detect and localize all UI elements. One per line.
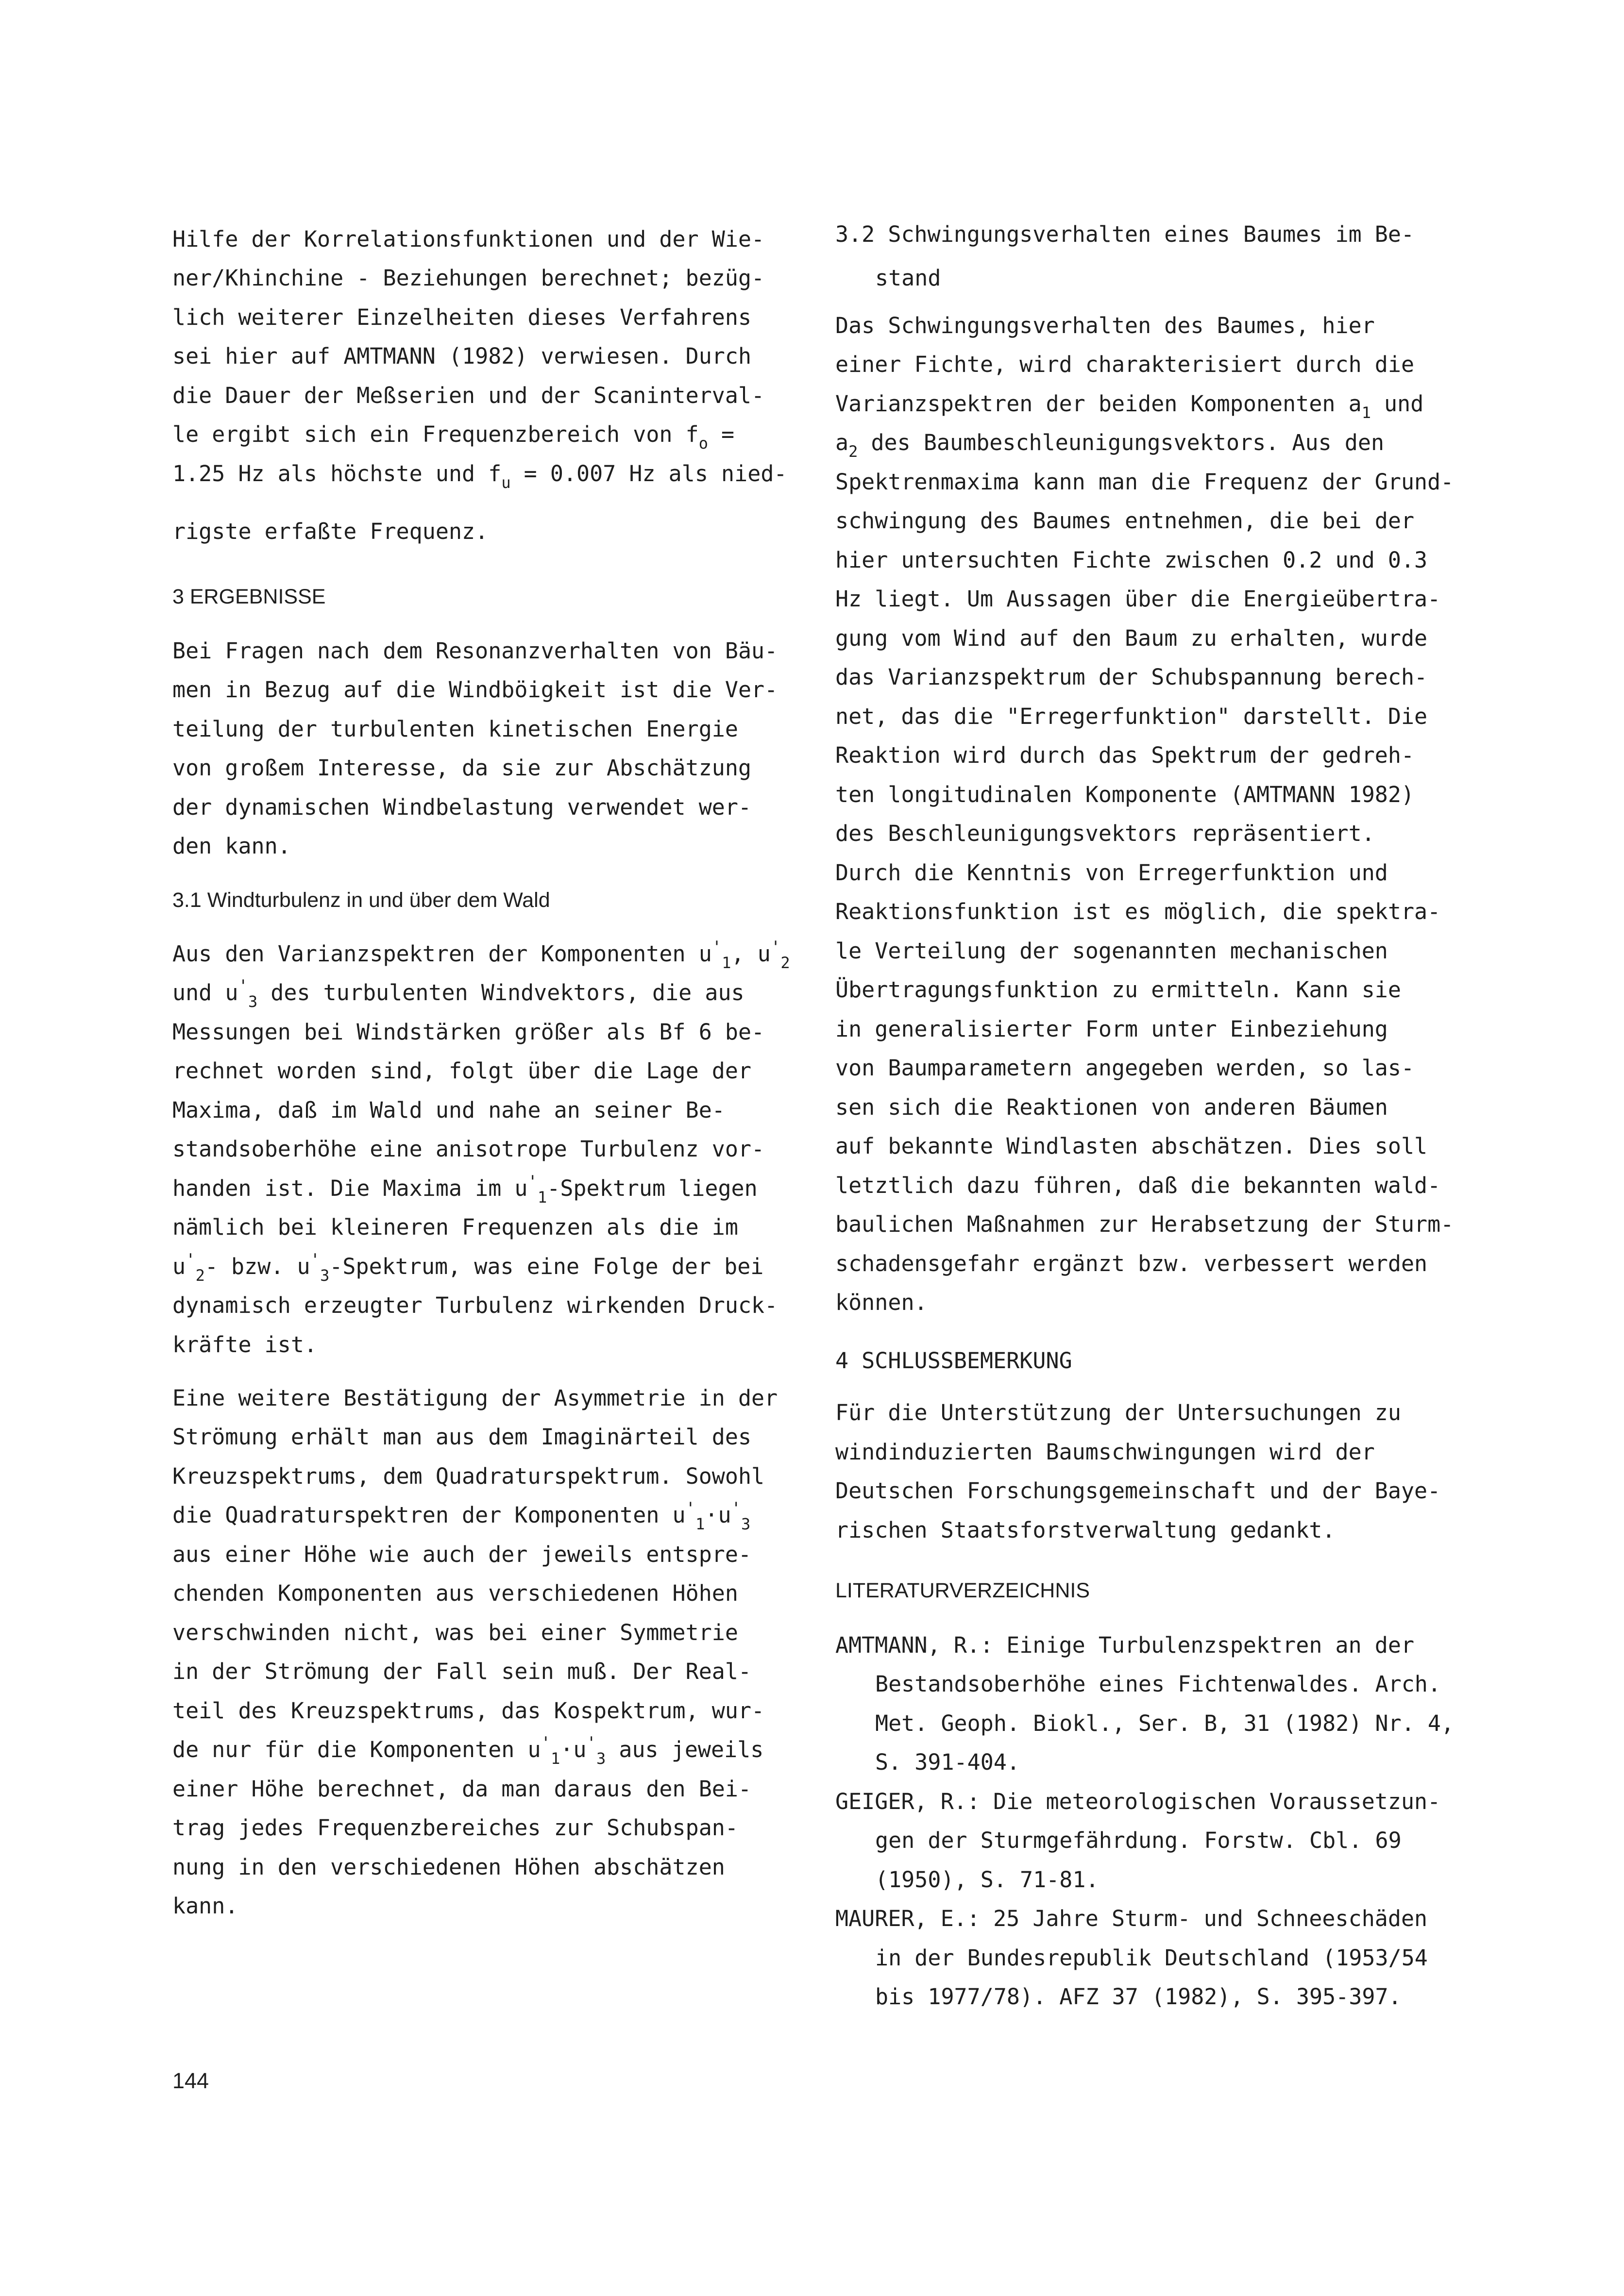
section-heading: 3.2 Schwingungsverhalten eines Baumes im Be- <box>835 221 1415 247</box>
text-line: können. <box>835 1290 928 1315</box>
text-line: des Beschleunigungsvektors repräsentiert. <box>835 821 1375 846</box>
text-line: net, das die "Erregerfunktion" darstellt. Die <box>835 704 1428 729</box>
text-line: nämlich bei kleineren Frequenzen als die im <box>172 1214 738 1240</box>
text-line: auf bekannte Windlasten abschätzen. Dies soll <box>835 1133 1428 1159</box>
text-line: aus einer Höhe wie auch der jeweils entspre- <box>172 1542 752 1567</box>
text-line: standsoberhöhe eine anisotrope Turbulenz vor- <box>172 1136 765 1162</box>
text-line: Varianzspektren der beiden Komponenten $a_1$ und <box>835 391 1424 422</box>
text-line: Deutschen Forschungsgemeinschaft und der Baye- <box>835 1478 1441 1504</box>
text-line: die Quadraturspektren der Komponenten $u'_1\cdot u'_3$ <box>172 1499 751 1533</box>
text-line: Spektrenmaxima kann man die Frequenz der Grund- <box>835 469 1454 495</box>
text-line: in generalisierter Form unter Einbeziehung <box>835 1016 1388 1042</box>
text-line: von Baumparametern angegeben werden, so las- <box>835 1055 1415 1081</box>
text-line: rischen Staatsforstverwaltung gedankt. <box>835 1517 1336 1543</box>
text-line: ten longitudinalen Komponente (AMTMANN 1982) <box>835 782 1415 807</box>
text-line: schwingung des Baumes entnehmen, die bei der <box>835 508 1415 534</box>
text-line: Aus den Varianzspektren der Komponenten $u'_1$, $u'_2$ <box>172 938 790 972</box>
text-line: baulichen Maßnahmen zur Herabsetzung der Sturm- <box>835 1211 1454 1237</box>
text-line: nung in den verschiedenen Höhen abschätzen <box>172 1854 725 1880</box>
page-number: 144 <box>172 2068 209 2093</box>
text-line: Das Schwingungsverhalten des Baumes, hier <box>835 313 1375 338</box>
text-line: von großem Interesse, da sie zur Abschätzung <box>172 755 752 781</box>
reference-line: AMTMANN, R.: Einige Turbulenzspektren an der <box>835 1632 1415 1658</box>
text-line: de nur für die Komponenten $u'_1\cdot u'_3$ aus jeweils <box>172 1733 764 1768</box>
text-line: kräfte ist. <box>172 1332 318 1357</box>
text-line: Hz liegt. Um Aussagen über die Energieübertra- <box>835 586 1441 612</box>
text-line: le ergibt sich ein Frequenzbereich von $f_o$ = <box>172 421 735 452</box>
section-heading: 4 SCHLUSSBEMERKUNG <box>835 1348 1072 1374</box>
reference-line: gen der Sturmgefährdung. Forstw. Cbl. 69 <box>875 1827 1402 1853</box>
text-line: hier untersuchten Fichte zwischen 0.2 und 0.3 <box>835 547 1428 573</box>
text-line: in der Strömung der Fall sein muß. Der Real- <box>172 1659 752 1684</box>
text-line: Bei Fragen nach dem Resonanzverhalten von Bäu- <box>172 638 778 664</box>
reference-line: S. 391-404. <box>875 1749 1020 1775</box>
text-line: Reaktionsfunktion ist es möglich, die spektra- <box>835 899 1441 924</box>
text-line: Maxima, daß im Wald und nahe an seiner Be- <box>172 1097 725 1123</box>
text-line: Übertragungsfunktion zu ermitteln. Kann sie <box>835 977 1401 1003</box>
text-line: den kann. <box>172 833 291 859</box>
text-line: men in Bezug auf die Windböigkeit ist die Ver- <box>172 677 778 703</box>
text-line: gung vom Wind auf den Baum zu erhalten, wurde <box>835 625 1428 651</box>
text-line: Für die Unterstützung der Untersuchungen zu <box>835 1400 1401 1425</box>
text-line: teilung der turbulenten kinetischen Energie <box>172 716 738 742</box>
reference-line: MAURER, E.: 25 Jahre Sturm- und Schneeschäden <box>835 1906 1428 1931</box>
text-line: einer Höhe berechnet, da man daraus den Bei- <box>172 1776 752 1802</box>
reference-line: Bestandsoberhöhe eines Fichtenwaldes. Arch. <box>875 1671 1441 1697</box>
text-line: Hilfe der Korrelationsfunktionen und der Wie- <box>172 226 765 252</box>
text-line: $a_2$ des Baumbeschleunigungsvektors. Aus den <box>835 430 1385 461</box>
text-line: dynamisch erzeugter Turbulenz wirkenden Druck- <box>172 1292 778 1318</box>
text-line: handen ist. Die Maxima im $u'_1$-Spektrum liegen <box>172 1172 758 1207</box>
text-line: le Verteilung der sogenannten mechanischen <box>835 938 1388 964</box>
section-heading: 3.1 Windturbulenz in und über dem Wald <box>172 888 550 912</box>
text-line: Messungen bei Windstärken größer als Bf 6 be- <box>172 1019 765 1045</box>
text-line: windinduzierten Baumschwingungen wird der <box>835 1439 1375 1465</box>
section-heading: 3 ERGEBNISSE <box>172 585 326 608</box>
text-line: Kreuzspektrums, dem Quadraturspektrum. Sowohl <box>172 1463 765 1489</box>
text-line: rechnet worden sind, folgt über die Lage der <box>172 1058 752 1084</box>
text-line: Durch die Kenntnis von Erregerfunktion und <box>835 860 1388 886</box>
text-line: sen sich die Reaktionen von anderen Bäumen <box>835 1094 1388 1120</box>
text-line: schadensgefahr ergänzt bzw. verbessert werden <box>835 1251 1428 1276</box>
text-line: sei hier auf AMTMANN (1982) verwiesen. Durch <box>172 343 752 369</box>
text-line: rigste erfaßte Frequenz. <box>172 519 489 544</box>
reference-line: Met. Geoph. Biokl., Ser. B, 31 (1982) Nr. 4, <box>875 1710 1455 1736</box>
text-line: trag jedes Frequenzbereiches zur Schubspan- <box>172 1815 738 1841</box>
text-line: die Dauer der Meßserien und der Scaninterval- <box>172 383 765 408</box>
text-line: verschwinden nicht, was bei einer Symmetrie <box>172 1620 738 1645</box>
text-line: einer Fichte, wird charakterisiert durch die <box>835 352 1415 377</box>
text-line: der dynamischen Windbelastung verwendet wer- <box>172 794 752 820</box>
section-heading: LITERATURVERZEICHNIS <box>835 1579 1090 1602</box>
text-line: und $u'_3$ des turbulenten Windvektors, die aus <box>172 976 744 1011</box>
text-line: Reaktion wird durch das Spektrum der gedreh- <box>835 742 1415 768</box>
text-line: Strömung erhält man aus dem Imaginärteil des <box>172 1424 752 1450</box>
text-line: letztlich dazu führen, daß die bekannten wald- <box>835 1173 1441 1198</box>
text-line: lich weiterer Einzelheiten dieses Verfahrens <box>172 304 752 330</box>
text-line: 1.25 Hz als höchste und $f_u = 0.007$ Hz als nied- <box>172 461 787 492</box>
text-line: chenden Komponenten aus verschiedenen Höhen <box>172 1580 738 1606</box>
reference-line: in der Bundesrepublik Deutschland (1953/54 <box>875 1945 1428 1971</box>
text-line: $u'_2-$ bzw. $u'_3$-Spektrum, was eine Folge der bei <box>172 1250 764 1285</box>
text-line: Eine weitere Bestätigung der Asymmetrie in der <box>172 1385 778 1411</box>
text-line: teil des Kreuzspektrums, das Kospektrum, wur- <box>172 1698 765 1724</box>
text-line: das Varianzspektrum der Schubspannung berech- <box>835 664 1428 690</box>
section-heading: stand <box>875 265 941 291</box>
reference-line: GEIGER, R.: Die meteorologischen Voraussetzun- <box>835 1789 1441 1814</box>
reference-line: bis 1977/78). AFZ 37 (1982), S. 395-397. <box>875 1984 1402 2010</box>
text-line: kann. <box>172 1893 238 1919</box>
reference-line: (1950), S. 71-81. <box>875 1867 1099 1893</box>
text-line: ner/Khinchine - Beziehungen berechnet; bezüg- <box>172 265 765 291</box>
